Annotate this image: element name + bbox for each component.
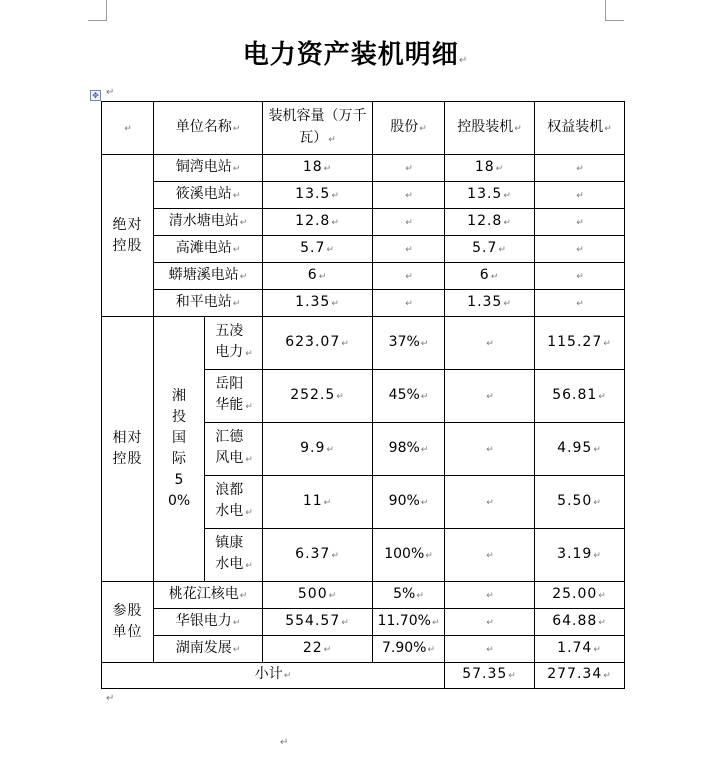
- table-row: [102, 609, 625, 636]
- shares-cell[interactable]: 90%↵: [373, 476, 445, 529]
- shares-cell[interactable]: ↵: [373, 290, 445, 317]
- unit-name-cell[interactable]: 和平电站↵: [154, 290, 263, 317]
- table-row: [102, 636, 625, 663]
- subtotal-equity[interactable]: 277.34↵: [535, 663, 625, 689]
- equity-cell[interactable]: ↵: [535, 236, 625, 263]
- capacity-cell[interactable]: 554.57↵: [263, 609, 373, 636]
- capacity-cell[interactable]: 6↵: [263, 263, 373, 290]
- equity-cell[interactable]: 3.19↵: [535, 529, 625, 582]
- controlled-cell[interactable]: 1.35↵: [445, 290, 535, 317]
- shares-cell[interactable]: 98%↵: [373, 423, 445, 476]
- table-row: [102, 263, 625, 290]
- controlled-cell[interactable]: 13.5↵: [445, 182, 535, 209]
- unit-name-cell[interactable]: 五凌电力 ↵: [205, 317, 263, 370]
- equity-cell[interactable]: 1.74↵: [535, 636, 625, 663]
- table-row: [102, 582, 625, 609]
- header-row: [102, 102, 625, 155]
- header-unit-name[interactable]: 单位名称↵: [154, 102, 263, 155]
- unit-name-cell[interactable]: 汇德风电 ↵: [205, 423, 263, 476]
- equity-cell[interactable]: ↵: [535, 290, 625, 317]
- crop-mark-top-right: [605, 0, 624, 21]
- controlled-cell[interactable]: 5.7↵: [445, 236, 535, 263]
- unit-name-cell[interactable]: 桃花江核电↵: [154, 582, 263, 609]
- equity-cell[interactable]: 25.00↵: [535, 582, 625, 609]
- page-title: [0, 34, 711, 71]
- equity-cell[interactable]: ↵: [535, 209, 625, 236]
- crop-mark-top-left: [88, 0, 107, 21]
- controlled-cell[interactable]: ↵: [445, 370, 535, 423]
- shares-cell[interactable]: 7.90%↵: [373, 636, 445, 663]
- equity-cell[interactable]: 64.88↵: [535, 609, 625, 636]
- unit-name-cell[interactable]: 高滩电站↵: [154, 236, 263, 263]
- unit-name-cell[interactable]: 蟒塘溪电站↵: [154, 263, 263, 290]
- unit-name-cell[interactable]: 清水塘电站↵: [154, 209, 263, 236]
- group-relative-control[interactable]: 相对控股: [102, 317, 154, 582]
- controlled-cell[interactable]: 18↵: [445, 155, 535, 182]
- shares-cell[interactable]: 5%↵: [373, 582, 445, 609]
- shares-cell[interactable]: 11.70%↵: [373, 609, 445, 636]
- equipment-table: [101, 101, 625, 689]
- header-equity[interactable]: 权益装机↵: [535, 102, 625, 155]
- controlled-cell[interactable]: ↵: [445, 476, 535, 529]
- unit-name-cell[interactable]: 镇康水电 ↵: [205, 529, 263, 582]
- controlled-cell[interactable]: ↵: [445, 609, 535, 636]
- controlled-cell[interactable]: ↵: [445, 423, 535, 476]
- capacity-cell[interactable]: 13.5↵: [263, 182, 373, 209]
- group-participating-units[interactable]: 参股单位: [102, 582, 154, 663]
- equity-cell[interactable]: 4.95↵: [535, 423, 625, 476]
- table-row: [102, 290, 625, 317]
- capacity-cell[interactable]: 9.9↵: [263, 423, 373, 476]
- shares-cell[interactable]: ↵: [373, 155, 445, 182]
- controlled-cell[interactable]: ↵: [445, 317, 535, 370]
- capacity-cell[interactable]: 1.35↵: [263, 290, 373, 317]
- paragraph-mark: ↵: [106, 693, 115, 704]
- unit-name-cell[interactable]: 湖南发展↵: [154, 636, 263, 663]
- header-blank-cell[interactable]: ↵: [102, 102, 154, 155]
- controlled-cell[interactable]: 6↵: [445, 263, 535, 290]
- capacity-cell[interactable]: 18↵: [263, 155, 373, 182]
- shares-cell[interactable]: ↵: [373, 263, 445, 290]
- capacity-cell[interactable]: 500↵: [263, 582, 373, 609]
- capacity-cell[interactable]: 623.07↵: [263, 317, 373, 370]
- subtotal-row: [102, 663, 625, 689]
- shares-cell[interactable]: 100%↵: [373, 529, 445, 582]
- unit-name-cell[interactable]: 浪都水电 ↵: [205, 476, 263, 529]
- equity-cell[interactable]: ↵: [535, 263, 625, 290]
- header-controlled[interactable]: 控股装机↵: [445, 102, 535, 155]
- unit-name-cell[interactable]: 岳阳华能 ↵: [205, 370, 263, 423]
- header-capacity[interactable]: 装机容量（万千瓦）↵: [263, 102, 373, 155]
- table-row: [102, 236, 625, 263]
- shares-cell[interactable]: 37%↵: [373, 317, 445, 370]
- capacity-cell[interactable]: 11↵: [263, 476, 373, 529]
- shares-cell[interactable]: ↵: [373, 209, 445, 236]
- paragraph-mark: ↵: [280, 737, 289, 748]
- controlled-cell[interactable]: ↵: [445, 529, 535, 582]
- unit-name-cell[interactable]: 华银电力↵: [154, 609, 263, 636]
- equity-cell[interactable]: 115.27↵: [535, 317, 625, 370]
- controlled-cell[interactable]: 12.8↵: [445, 209, 535, 236]
- equity-cell[interactable]: ↵: [535, 182, 625, 209]
- shares-cell[interactable]: ↵: [373, 182, 445, 209]
- equity-cell[interactable]: 5.50↵: [535, 476, 625, 529]
- controlled-cell[interactable]: ↵: [445, 636, 535, 663]
- paragraph-mark: ↵: [106, 87, 115, 98]
- table-row: [102, 317, 625, 370]
- paragraph-mark: ↵: [458, 55, 469, 66]
- capacity-cell[interactable]: 22↵: [263, 636, 373, 663]
- capacity-cell[interactable]: 12.8↵: [263, 209, 373, 236]
- capacity-cell[interactable]: 252.5↵: [263, 370, 373, 423]
- table-row: [102, 209, 625, 236]
- subtotal-label[interactable]: 小计↵: [102, 663, 445, 689]
- table-row: [102, 182, 625, 209]
- shares-cell[interactable]: 45%↵: [373, 370, 445, 423]
- group-xiangtou-international[interactable]: 湘投国际50%: [154, 317, 205, 582]
- equity-cell[interactable]: ↵: [535, 155, 625, 182]
- group-absolute-control[interactable]: 绝对控股: [102, 155, 154, 317]
- header-shares[interactable]: 股份↵: [373, 102, 445, 155]
- shares-cell[interactable]: ↵: [373, 236, 445, 263]
- equity-cell[interactable]: 56.81↵: [535, 370, 625, 423]
- table-move-handle-icon[interactable]: ✥: [90, 90, 101, 101]
- table-row: [102, 155, 625, 182]
- controlled-cell[interactable]: ↵: [445, 582, 535, 609]
- capacity-cell[interactable]: 5.7↵: [263, 236, 373, 263]
- unit-name-cell[interactable]: 铜湾电站↵: [154, 155, 263, 182]
- title-text: 电力资产装机明细: [242, 40, 459, 70]
- capacity-cell[interactable]: 6.37↵: [263, 529, 373, 582]
- subtotal-controlled[interactable]: 57.35↵: [445, 663, 535, 689]
- unit-name-cell[interactable]: 筱溪电站↵: [154, 182, 263, 209]
